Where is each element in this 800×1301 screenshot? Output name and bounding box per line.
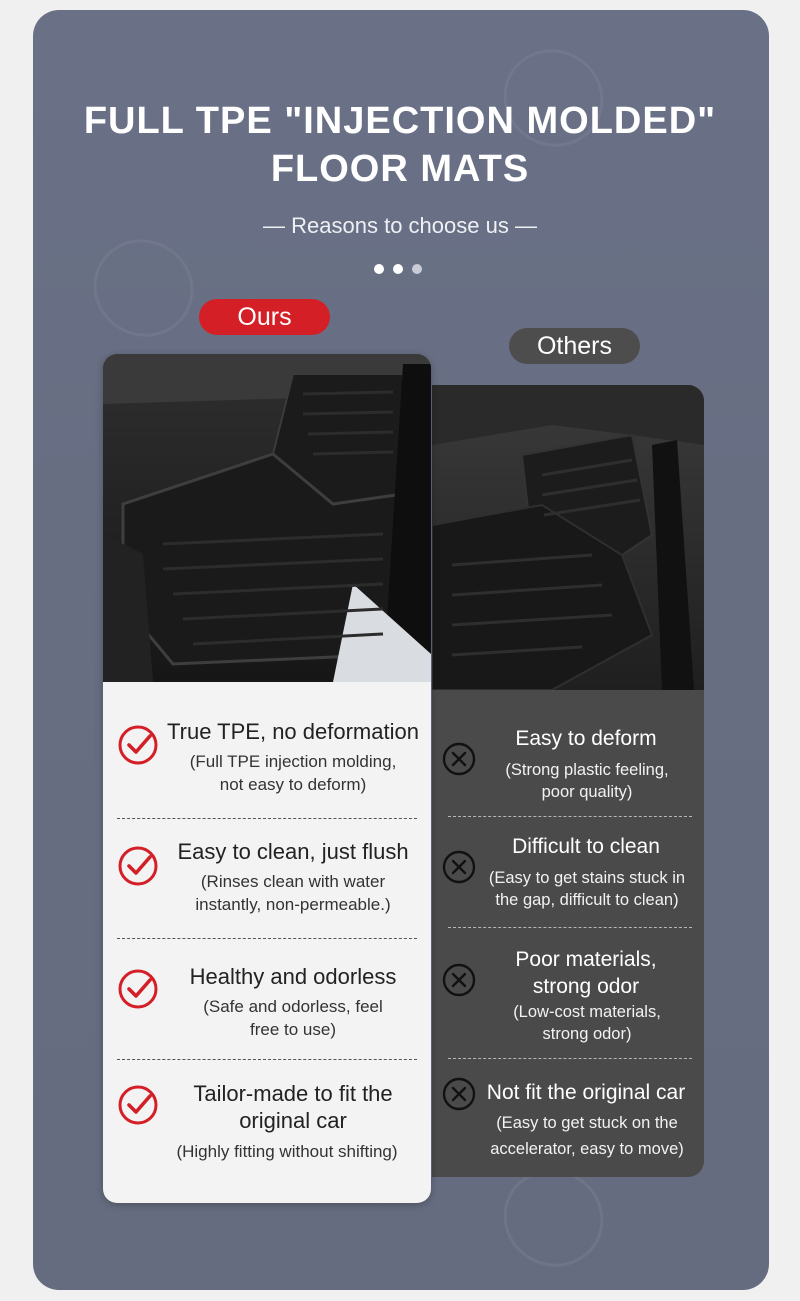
item-description [478,1110,696,1162]
ours-mat-photo [103,354,431,682]
pagination-dots [374,264,422,274]
item-description [478,759,696,803]
desc-line: the gap, difficult to clean) [495,891,679,909]
divider [117,938,417,939]
desc-line: accelerator, easy to move) [490,1140,684,1158]
ours-column [103,354,431,1203]
item-title: Healthy and odorless [189,964,397,989]
desc-line: not easy to deform) [219,775,367,794]
desc-line: (Easy to get stuck on the [496,1114,678,1132]
item-description [157,995,429,1041]
item-title: Not fit the original car [486,1081,686,1104]
item-title: Difficult to clean [512,835,660,858]
desc-line: (Rinses clean with water [200,872,386,891]
dot [374,264,384,274]
desc-line: strong odor) [542,1025,632,1043]
item-description [157,870,429,916]
check-circle-icon [117,845,159,887]
divider [448,816,692,817]
others-mat-photo [432,385,704,690]
x-circle-icon [442,1077,476,1111]
item-title: True TPE, no deformation [167,719,419,744]
item-title: Easy to clean, just flush [177,839,409,864]
divider [448,1058,692,1059]
check-circle-icon [117,968,159,1010]
dot [412,264,422,274]
desc-line: (Low-cost materials, [513,1003,661,1021]
x-circle-icon [442,963,476,997]
item-description [143,1140,431,1163]
item-description [478,867,696,911]
others-label: Others [509,328,640,364]
subtitle: — Reasons to choose us — [263,213,537,238]
others-column [432,385,704,1177]
divider [448,927,692,928]
desc-line: poor quality) [541,783,633,801]
item-description [157,750,429,796]
ours-label: Ours [199,299,330,335]
x-circle-icon [442,850,476,884]
title-line: Tailor-made to fit the [193,1081,393,1106]
page-title [0,97,800,193]
item-description [478,1001,696,1045]
title-line: original car [239,1108,347,1133]
item-title [480,946,692,1000]
check-circle-icon [117,1084,159,1126]
desc-line: (Highly fitting without shifting) [176,1142,398,1161]
title-line: strong odor [532,975,640,998]
desc-line: free to use) [250,1020,336,1039]
dot [393,264,403,274]
desc-line: (Strong plastic feeling, [505,761,669,779]
desc-line: (Safe and odorless, feel [203,997,383,1016]
item-title [159,1080,427,1134]
title-line: Poor materials, [515,948,657,971]
desc-line: (Full TPE injection molding, [189,752,397,771]
item-title: Easy to deform [515,727,657,750]
desc-line: instantly, non-permeable.) [195,895,391,914]
brand-watermark [76,221,211,355]
x-circle-icon [442,742,476,776]
desc-line: (Easy to get stains stuck in [488,869,686,887]
title-line-2: FLOOR MATS [270,148,530,190]
divider [117,1059,417,1060]
check-circle-icon [117,724,159,766]
divider [117,818,417,819]
title-line-1: FULL TPE "INJECTION MOLDED" [83,100,717,142]
